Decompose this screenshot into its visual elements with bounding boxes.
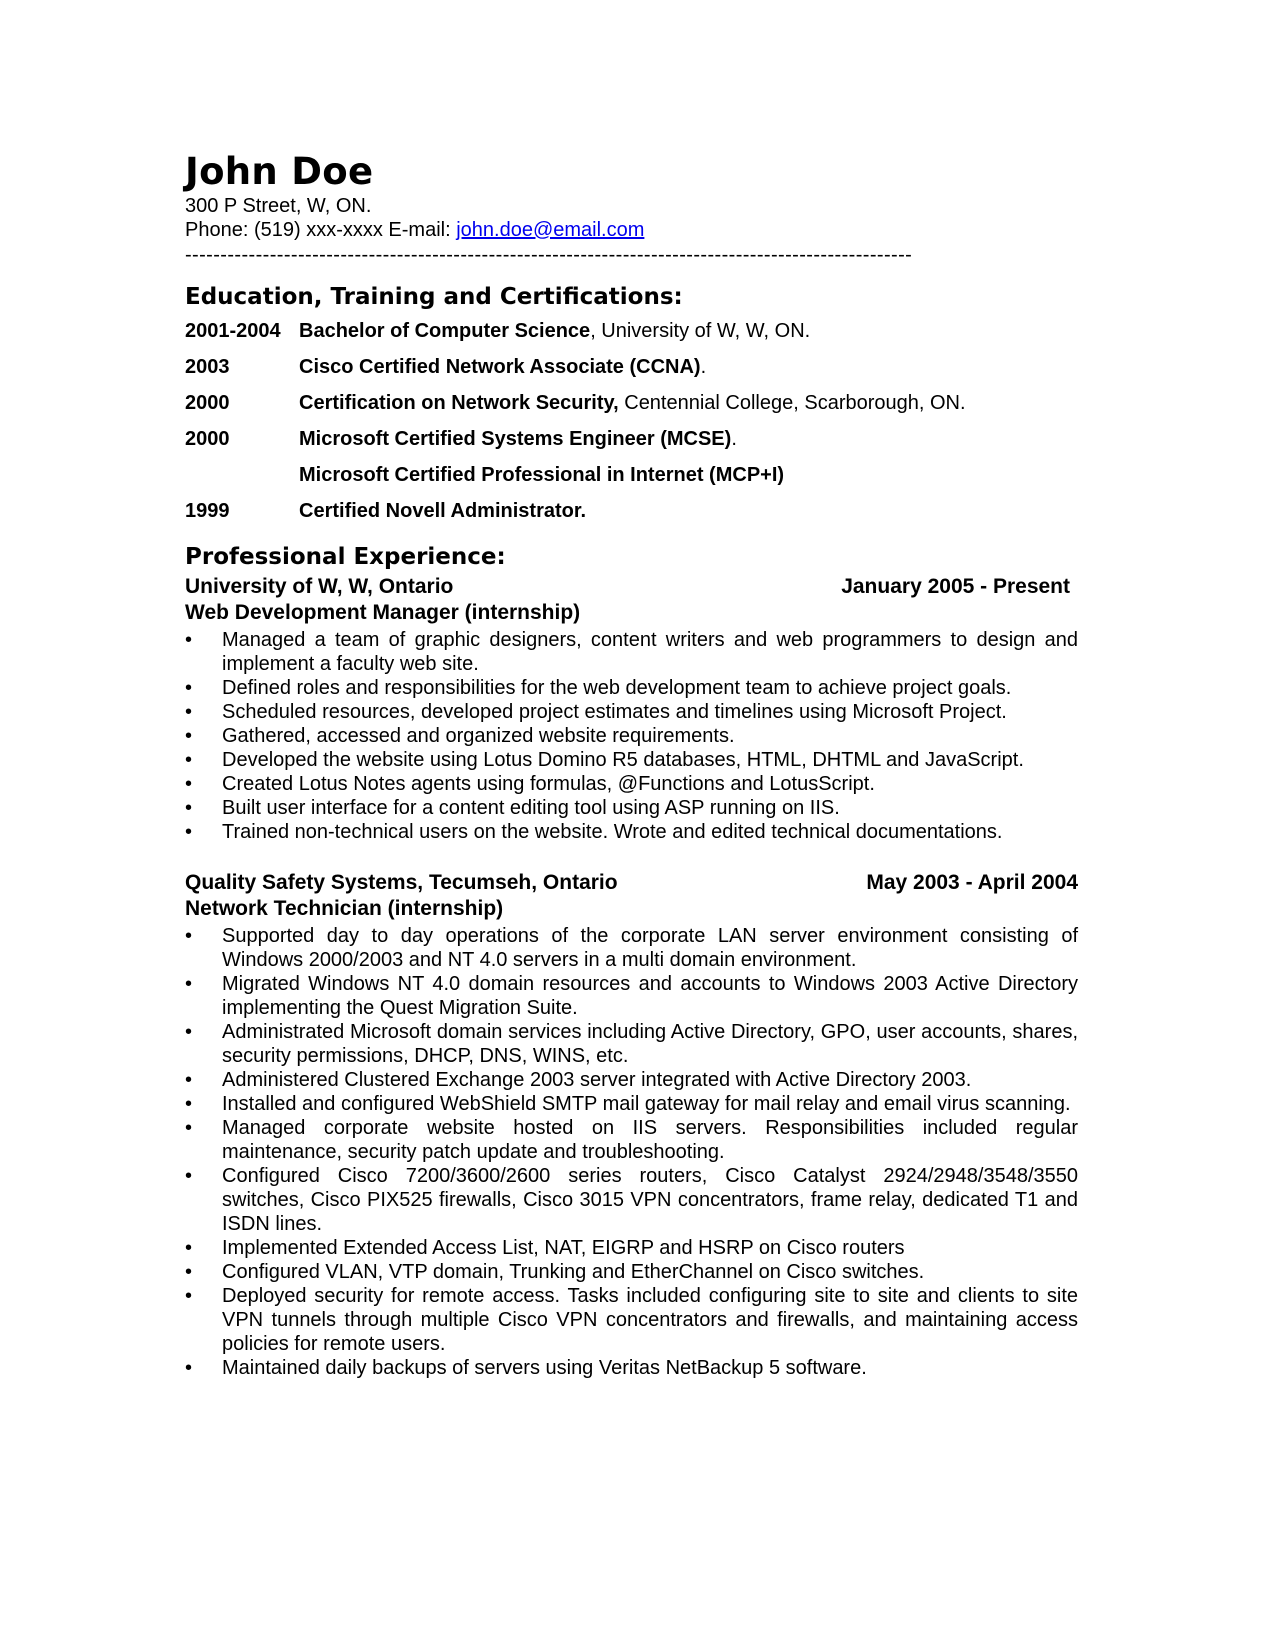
bullet-icon: •	[185, 1165, 193, 1187]
bullet-icon: •	[185, 1093, 193, 1115]
list-item: • Deployed security for remote access. Tasks included configuring site to site and clients to site VPN tunnels through multiple Cisco VPN concentrators and firewalls, and maintaining access policies for remote users.	[185, 1285, 1078, 1355]
job-employer: University of W, W, Ontario	[185, 575, 454, 598]
experience-title: Professional Experience:	[185, 544, 506, 570]
bullet-icon: •	[185, 925, 193, 947]
education-detail: .	[731, 428, 737, 450]
education-credential: Microsoft Certified Professional in Internet (MCP+I)	[299, 464, 785, 486]
bullet-icon: •	[185, 1237, 193, 1259]
education-row	[185, 464, 1078, 500]
education-detail: .	[700, 356, 707, 378]
list-item: • Migrated Windows NT 4.0 domain resources and accounts to Windows 2003 Active Directory implementing the Quest Migration Suite.	[185, 973, 1078, 1019]
bullet-icon: •	[185, 973, 193, 995]
education-credential: Certified Novell Administrator.	[299, 500, 587, 522]
bullet-icon: •	[185, 1357, 193, 1379]
bullet-icon: •	[185, 1117, 193, 1139]
list-item: • Managed a team of graphic designers, content writers and web programmers to design and implement a faculty web site.	[185, 629, 1078, 675]
education-detail: Centennial College, Scarborough, ON.	[618, 392, 966, 414]
education-detail: , University of W, W, ON.	[590, 320, 811, 342]
job-dates: January 2005 - Present	[841, 575, 1070, 598]
bullet-icon: •	[185, 773, 193, 795]
bullet-icon: •	[185, 1285, 193, 1307]
education-row	[185, 392, 1078, 428]
bullet-icon: •	[185, 725, 193, 747]
candidate-name: John Doe	[185, 150, 374, 193]
education-row	[185, 320, 1078, 356]
bullet-icon: •	[185, 749, 193, 771]
bullet-icon: •	[185, 1069, 193, 1091]
bullet-icon: •	[185, 677, 193, 699]
job-role: Web Development Manager (internship)	[185, 601, 581, 624]
education-credential: Cisco Certified Network Associate (CCNA)	[299, 356, 701, 378]
divider-rule: -------------------------------------------------------------------------------------------------------	[185, 244, 913, 266]
education-credential: Bachelor of Computer Science	[299, 320, 591, 342]
job-employer: Quality Safety Systems, Tecumseh, Ontario	[185, 871, 618, 894]
education-year: 2003	[185, 356, 230, 378]
education-year: 2000	[185, 428, 230, 450]
list-item: • Administrated Microsoft domain services including Active Directory, GPO, user accounts, shares, security permissions, DHCP, DNS, WINS, etc.	[185, 1021, 1078, 1067]
list-item: • Trained non-technical users on the website. Wrote and edited technical documentations.	[185, 821, 1003, 843]
list-item: • Administered Clustered Exchange 2003 server integrated with Active Directory 2003.	[185, 1069, 972, 1091]
education-row	[185, 500, 1078, 536]
list-item: • Defined roles and responsibilities for the web development team to achieve project goals.	[185, 677, 1012, 699]
list-item: • Managed corporate website hosted on IIS servers. Responsibilities included regular maintenance, security patch update and troubleshooting.	[185, 1117, 1078, 1163]
list-item: • Installed and configured WebShield SMTP mail gateway for mail relay and email virus scanning.	[185, 1093, 1071, 1115]
education-title: Education, Training and Certifications:	[185, 284, 683, 310]
job-dates: May 2003 - April 2004	[866, 871, 1078, 894]
list-item: • Supported day to day operations of the corporate LAN server environment consisting of Windows 2000/2003 and NT 4.0 servers in a multi domain environment.	[185, 925, 1078, 971]
phone-text: Phone: (519) xxx-xxxx E-mail:	[185, 219, 457, 241]
job-header	[185, 870, 1078, 896]
list-item: • Developed the website using Lotus Domino R5 databases, HTML, DHTML and JavaScript.	[185, 749, 1024, 771]
bullet-icon: •	[185, 821, 193, 843]
education-year: 2000	[185, 392, 230, 414]
bullet-icon: •	[185, 1261, 193, 1283]
address: 300 P Street, W, ON.	[185, 195, 372, 217]
list-item: • Created Lotus Notes agents using formulas, @Functions and LotusScript.	[185, 773, 875, 795]
job-entry	[185, 574, 1078, 844]
education-credential: Certification on Network Security,	[299, 392, 619, 414]
bullet-icon: •	[185, 1021, 193, 1043]
list-item: • Configured VLAN, VTP domain, Trunking and EtherChannel on Cisco switches.	[185, 1261, 925, 1283]
bullet-icon: •	[185, 629, 193, 651]
education-year: 1999	[185, 500, 230, 522]
education-row	[185, 356, 1078, 392]
list-item: • Implemented Extended Access List, NAT, EIGRP and HSRP on Cisco routers	[185, 1237, 905, 1259]
contact-line	[185, 218, 1078, 242]
resume-content	[185, 150, 1078, 1380]
education-year: 2001-2004	[185, 320, 281, 342]
education-list	[185, 320, 1078, 536]
list-item: • Maintained daily backups of servers using Veritas NetBackup 5 software.	[185, 1357, 867, 1379]
job-bullets	[185, 628, 1078, 844]
list-item: • Gathered, accessed and organized website requirements.	[185, 725, 735, 747]
education-credential: Microsoft Certified Systems Engineer (MCSE)	[299, 428, 732, 450]
bullet-icon: •	[185, 701, 193, 723]
list-item: • Scheduled resources, developed project estimates and timelines using Microsoft Project.	[185, 701, 1007, 723]
list-item: • Configured Cisco 7200/3600/2600 series routers, Cisco Catalyst 2924/2948/3548/3550 switches, Cisco PIX525 firewalls, Cisco 3015 VPN concentrators, frame relay, dedicated T1 and ISDN lines.	[185, 1165, 1078, 1235]
education-row	[185, 428, 1078, 464]
job-role: Network Technician (internship)	[185, 897, 504, 920]
job-bullets	[185, 924, 1078, 1380]
list-item: • Built user interface for a content editing tool using ASP running on IIS.	[185, 797, 840, 819]
job-header	[185, 574, 1078, 600]
bullet-icon: •	[185, 797, 193, 819]
job-entry	[185, 870, 1078, 1380]
email-link[interactable]: john.doe@email.com	[456, 219, 645, 241]
